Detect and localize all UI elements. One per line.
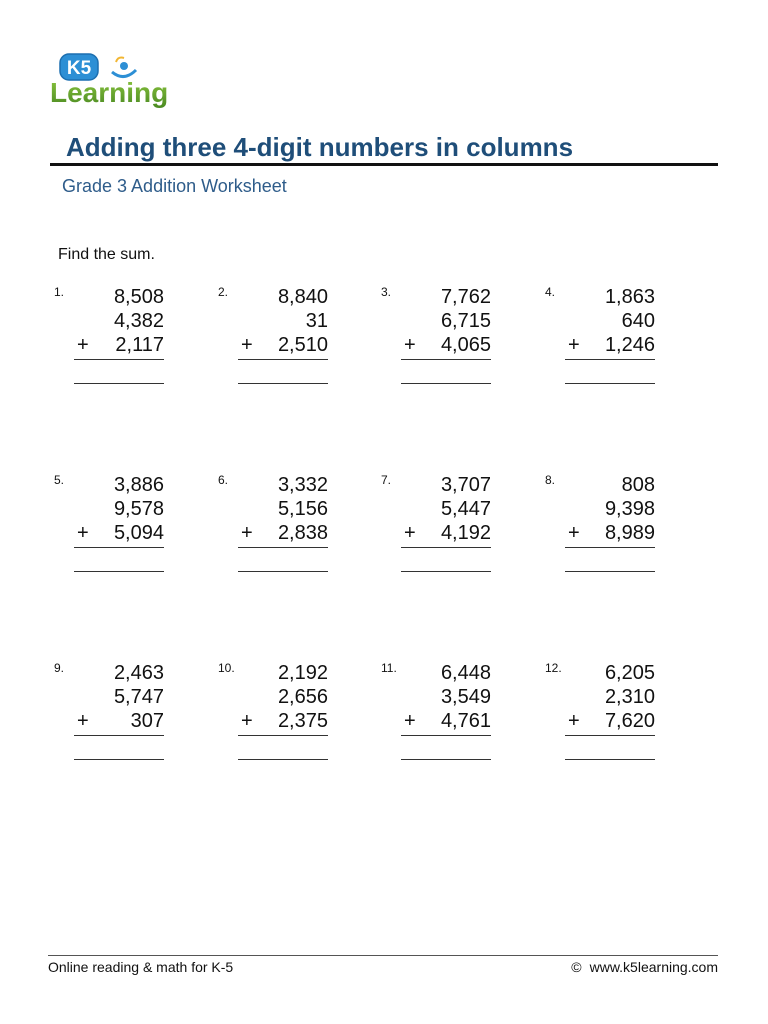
problem-6 [218, 473, 328, 583]
addend-1: 8,840 [277, 286, 328, 308]
k5-learning-logo [48, 50, 188, 112]
plus-sign: + [568, 710, 580, 732]
addend-1: 7,762 [440, 286, 491, 308]
sum-rule [565, 359, 655, 360]
addend-2: 2,310 [604, 686, 655, 708]
addend-3: 4,192 [440, 522, 491, 544]
answer-blank[interactable] [238, 571, 328, 572]
addend-3: 307 [130, 710, 164, 732]
addend-2: 31 [305, 310, 328, 332]
sum-rule [401, 359, 491, 360]
problem-7 [381, 473, 491, 583]
sum-rule [401, 547, 491, 548]
logo-badge-text: K5 [66, 58, 92, 79]
answer-blank[interactable] [565, 383, 655, 384]
problem-11 [381, 661, 491, 771]
answer-blank[interactable] [74, 383, 164, 384]
addend-1: 2,192 [277, 662, 328, 684]
title-underline [50, 163, 718, 166]
problem-3 [381, 285, 491, 395]
answer-blank[interactable] [401, 759, 491, 760]
addend-2: 4,382 [113, 310, 164, 332]
instructions-text: Find the sum. [58, 246, 155, 263]
problem-number: 11. [381, 661, 397, 675]
footer-website [571, 959, 718, 975]
problem-9 [54, 661, 164, 771]
problem-number: 8. [545, 473, 556, 487]
addend-1: 6,448 [440, 662, 491, 684]
addend-3: 2,375 [277, 710, 328, 732]
addend-2: 5,447 [440, 498, 491, 520]
plus-sign: + [404, 710, 416, 732]
problem-number: 4. [545, 285, 556, 299]
plus-sign: + [77, 710, 89, 732]
plus-sign: + [568, 522, 580, 544]
sum-rule [238, 359, 328, 360]
problem-number: 5. [54, 473, 65, 487]
logo-word-text: Learning [50, 77, 169, 108]
addend-3: 8,989 [604, 522, 655, 544]
addend-2: 640 [621, 310, 655, 332]
addend-1: 1,863 [604, 286, 655, 308]
problem-2 [218, 285, 328, 395]
sum-rule [565, 735, 655, 736]
sum-rule [238, 547, 328, 548]
addend-1: 8,508 [113, 286, 164, 308]
addend-2: 6,715 [440, 310, 491, 332]
addend-2: 9,398 [604, 498, 655, 520]
addend-3: 2,117 [115, 334, 164, 356]
problem-4 [545, 285, 655, 395]
problem-8 [545, 473, 655, 583]
problem-number: 10. [218, 661, 235, 675]
addend-2: 5,747 [113, 686, 164, 708]
addend-3: 7,620 [604, 710, 655, 732]
footer-tagline: Online reading & math for K-5 [48, 959, 234, 975]
addend-1: 2,463 [113, 662, 164, 684]
problem-number: 1. [54, 285, 65, 299]
problem-number: 9. [54, 661, 65, 675]
plus-sign: + [241, 710, 253, 732]
problem-number: 2. [218, 285, 229, 299]
sum-rule [74, 359, 164, 360]
addend-1: 6,205 [604, 662, 655, 684]
sum-rule [401, 735, 491, 736]
problem-1 [54, 285, 164, 395]
plus-sign: + [77, 334, 89, 356]
worksheet-title: Adding three 4-digit numbers in columns [66, 132, 574, 162]
answer-blank[interactable] [401, 571, 491, 572]
plus-sign: + [241, 334, 253, 356]
addend-3: 5,094 [113, 522, 164, 544]
answer-blank[interactable] [565, 759, 655, 760]
problem-number: 12. [545, 661, 562, 675]
plus-sign: + [568, 334, 580, 356]
sum-rule [565, 547, 655, 548]
addend-1: 3,707 [440, 474, 491, 496]
plus-sign: + [77, 522, 89, 544]
addend-1: 3,332 [277, 474, 328, 496]
addend-3: 4,761 [440, 710, 491, 732]
addend-3: 2,510 [277, 334, 328, 356]
addend-3: 1,246 [604, 334, 655, 356]
problem-10 [218, 661, 328, 771]
plus-sign: + [404, 522, 416, 544]
answer-blank[interactable] [401, 383, 491, 384]
answer-blank[interactable] [238, 759, 328, 760]
addend-1: 808 [621, 474, 655, 496]
plus-sign: + [404, 334, 416, 356]
addend-2: 9,578 [113, 498, 164, 520]
problem-number: 3. [381, 285, 392, 299]
footer-divider [48, 955, 718, 956]
addend-2: 5,156 [277, 498, 328, 520]
addend-2: 2,656 [277, 686, 328, 708]
addend-3: 2,838 [277, 522, 328, 544]
sum-rule [74, 735, 164, 736]
addend-1: 3,886 [113, 474, 164, 496]
addend-2: 3,549 [440, 686, 491, 708]
answer-blank[interactable] [565, 571, 655, 572]
problem-number: 7. [381, 473, 392, 487]
problem-number: 6. [218, 473, 229, 487]
sum-rule [74, 547, 164, 548]
sum-rule [238, 735, 328, 736]
problem-5 [54, 473, 164, 583]
plus-sign: + [241, 522, 253, 544]
addend-3: 4,065 [440, 334, 491, 356]
answer-blank[interactable] [74, 759, 164, 760]
worksheet-subtitle: Grade 3 Addition Worksheet [62, 176, 287, 196]
problem-12 [545, 661, 655, 771]
copyright-symbol: © [571, 959, 582, 975]
answer-blank[interactable] [74, 571, 164, 572]
footer-url: www.k5learning.com [589, 959, 718, 975]
answer-blank[interactable] [238, 383, 328, 384]
